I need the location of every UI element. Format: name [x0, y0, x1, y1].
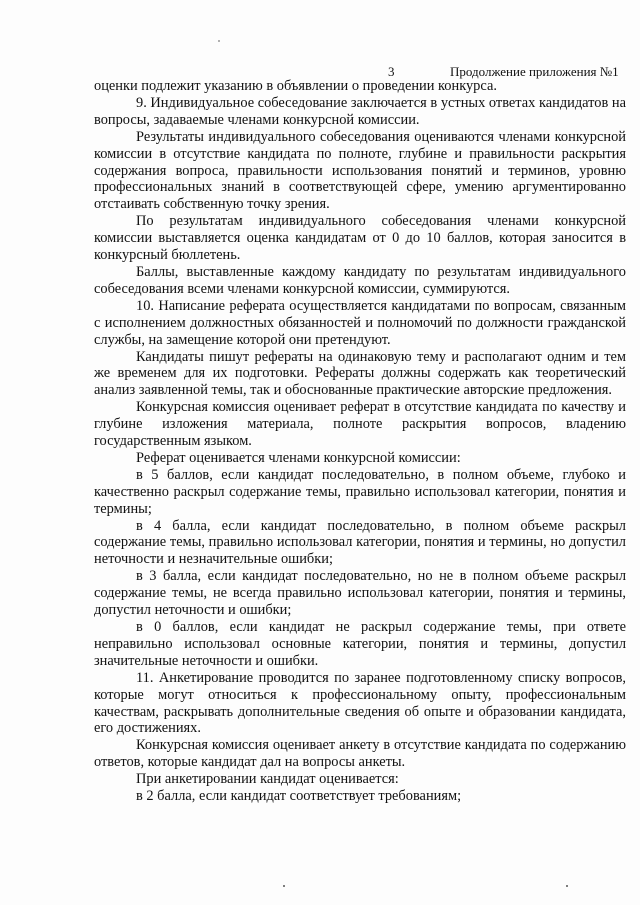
scan-speck	[566, 885, 568, 887]
paragraph: в 3 балла, если кандидат последовательно, но не в полном объеме раскрыл содержание темы, не всегда правильно использовал категории, понятия и термины, допустил неточности и ошибки;	[94, 568, 626, 619]
paragraph: Конкурсная комиссия оценивает анкету в отсутствие кандидата по содержанию ответов, которые кандидат дал на вопросы анкеты.	[94, 737, 626, 771]
paragraph: в 0 баллов, если кандидат не раскрыл содержание темы, при ответе неправильно использовал основные категории, понятия и термины, допустил значительные неточности и ошибки.	[94, 619, 626, 669]
paragraph: в 2 балла, если кандидат соответствует требованиям;	[136, 788, 462, 805]
continuation-header: Продолжение приложения №1	[450, 64, 619, 79]
paragraph: 9. Индивидуальное собеседование заключается в устных ответах кандидатов на вопросы, задаваемые членами конкурсной комиссии.	[94, 94, 626, 128]
scan-speck	[218, 40, 220, 42]
paragraph: в 4 балла, если кандидат последовательно, в полном объеме раскрыл содержание темы, правильно использовал категории, понятия и термины, но допустил неточности и незначительные ошибки;	[94, 517, 626, 568]
paragraph: оценки подлежит указанию в объявлении о проведении конкурса.	[94, 78, 497, 94]
paragraph: По результатам индивидуального собеседования членами конкурсной комиссии выставляется оценка кандидатам от 0 до 10 баллов, которая заносится в конкурсный бюллетень.	[94, 213, 626, 264]
paragraph: Конкурсная комиссия оценивает реферат в отсутствие кандидата по качеству и глубине изложения материала, полноте раскрытия вопросов, владению государственным языком.	[94, 399, 626, 450]
paragraph: При анкетировании кандидат оценивается:	[136, 771, 399, 788]
paragraph: Реферат оценивается членами конкурсной комиссии:	[136, 449, 461, 466]
paragraph: Баллы, выставленные каждому кандидату по результатам индивидуального собеседования всеми членами конкурсной комиссии, суммируются.	[94, 263, 626, 297]
document-body	[94, 78, 626, 805]
paragraph: Кандидаты пишут рефераты на одинаковую тему и располагают одним и тем же временем для их подготовки. Рефераты должны содержать как теоретический анализ заявленной темы, так и обоснованные практические авторские предложения.	[94, 348, 626, 399]
paragraph: 10. Написание реферата осуществляется кандидатами по вопросам, связанным с исполнением должностных обязанностей и полномочий по должности гражданской службы, на замещение которой они претендуют.	[94, 297, 626, 348]
paragraph: в 5 баллов, если кандидат последовательно, в полном объеме, глубоко и качественно раскрыл содержание темы, правильно использовал категории, понятия и термины;	[94, 466, 626, 517]
paragraph: 11. Анкетирование проводится по заранее подготовленному списку вопросов, которые могут относиться к профессиональному опыту, профессиональным качествам, раскрывать дополнительные сведения об опыте и образовании кандидата, его достижениях.	[94, 669, 626, 737]
paragraph: Результаты индивидуального собеседования оцениваются членами конкурсной комиссии в отсутствие кандидата по полноте, глубине и правильности раскрытия содержания вопроса, правильности использования понятий и терминов, уровню профессиональных знаний в соответствующей сфере, умению аргументированно отстаивать собственную точку зрения.	[94, 128, 626, 213]
page-number: 3	[388, 64, 395, 79]
scan-speck	[283, 885, 285, 887]
